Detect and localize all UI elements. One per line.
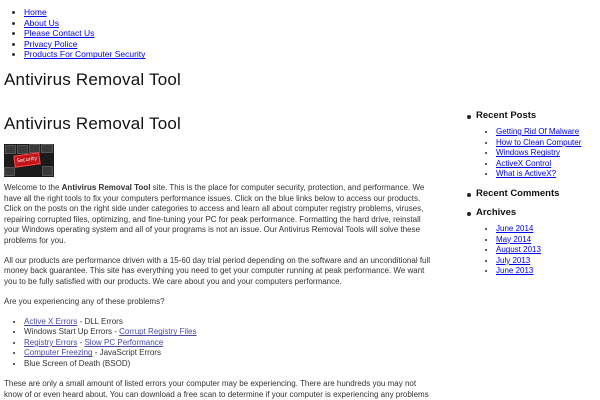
- archive-link[interactable]: August 2013: [496, 245, 541, 255]
- intro-bold-title: Antivirus Removal Tool: [61, 183, 151, 192]
- recent-posts-list: [476, 127, 596, 180]
- security-keyboard-image: [4, 144, 54, 177]
- recent-comments-widget: [466, 188, 596, 199]
- archive-link[interactable]: June 2014: [496, 223, 534, 233]
- keyboard-key: [4, 167, 15, 176]
- archive-item: [496, 245, 596, 256]
- top-navigation: [10, 7, 145, 60]
- error-item: [24, 348, 436, 359]
- archive-item: [496, 256, 596, 267]
- recent-post-item: [496, 159, 596, 170]
- error-item: [24, 338, 436, 349]
- recent-post-link[interactable]: What is ActiveX?: [496, 169, 557, 179]
- archives-widget: [466, 207, 596, 277]
- intro-prefix: Welcome to the: [4, 183, 62, 192]
- nav-link-privacy[interactable]: Privacy Police: [24, 38, 78, 49]
- nav-link-products[interactable]: Products For Computer Security: [24, 49, 146, 60]
- error-item: [24, 317, 436, 328]
- error-text: -: [77, 337, 85, 347]
- main-content: [4, 114, 436, 400]
- recent-posts-widget: [466, 110, 596, 180]
- recent-post-item: [496, 148, 596, 159]
- recent-comments-title: Recent Comments: [476, 187, 560, 199]
- nav-item-products: [24, 49, 145, 60]
- recent-post-item: [496, 127, 596, 138]
- archive-link[interactable]: May 2014: [496, 234, 532, 244]
- recent-posts-title: Recent Posts: [476, 110, 537, 121]
- error-text: - DLL Errors: [77, 316, 123, 326]
- recent-post-link[interactable]: ActiveX Control: [496, 158, 552, 168]
- archive-link[interactable]: July 2013: [496, 255, 531, 265]
- nav-link-contact[interactable]: Please Contact Us: [24, 28, 95, 39]
- recent-post-item: [496, 169, 596, 180]
- archive-item: [496, 224, 596, 235]
- archive-item: [496, 266, 596, 277]
- computer-freezing-link[interactable]: Computer Freezing: [24, 348, 93, 358]
- error-list: [4, 317, 436, 370]
- nav-link-home[interactable]: Home: [24, 7, 47, 17]
- keyboard-key: [42, 166, 53, 176]
- nav-item-contact: [24, 28, 145, 39]
- archives-list: [476, 224, 596, 277]
- keyboard-key: [5, 145, 16, 154]
- closing-paragraph: These are only a small amount of listed errors your computer may be experiencing. There are hundreds you may not know of or even heard about. You can download a free scan to determine if your computer is experiencing any problems: [4, 379, 429, 400]
- nav-item-home: [24, 7, 145, 18]
- security-key: Security: [13, 152, 40, 168]
- slow-pc-link[interactable]: Slow PC Performance: [84, 337, 164, 347]
- problems-question: Are you experiencing any of these problems?: [4, 297, 165, 307]
- nav-item-privacy: [24, 39, 145, 50]
- error-text: Windows Start Up Errors -: [24, 327, 120, 337]
- corrupt-registry-link[interactable]: Corrupt Registry Files: [119, 327, 197, 337]
- nav-link-about[interactable]: About Us: [24, 17, 59, 28]
- intro-rest: site. This is the place for computer security, protection, and performance. We have all the right tools to fix your computers performance issues. Click on the blue links below to access our products. Click on the posts on the right side under categories to access and learn all about computer registry problems, viruses, repairing corrupted files, optimizing, and fine-tuning your PC for peak performance. Formatting the hard drive, reinstall your Windows operating system and all of your programs is not an issue. Our Antivirus Removal Tools will solve these problems for you.: [4, 183, 425, 245]
- recent-post-item: [496, 138, 596, 149]
- sidebar: [466, 110, 596, 277]
- activex-errors-link[interactable]: Active X Errors: [24, 316, 78, 326]
- error-text: - JavaScript Errors: [92, 348, 161, 358]
- error-item: [24, 359, 436, 370]
- archive-link[interactable]: June 2013: [496, 266, 534, 276]
- recent-post-link[interactable]: How to Clean Computer: [496, 137, 582, 147]
- recent-post-link[interactable]: Getting Rid Of Malware: [496, 127, 580, 136]
- products-paragraph: All our products are performance driven with a 15-60 day trial period depending on the software and an unconditional full money back guarantee. This site has everything you need to get your computer running at peak performance. We want you to be fully satisfied with our products. We care about you and your computers performance.: [4, 255, 431, 286]
- post-title: Antivirus Removal Tool: [4, 114, 181, 133]
- keyboard-key: [41, 144, 53, 153]
- site-title: Antivirus Removal Tool: [4, 70, 181, 89]
- error-text: Blue Screen of Death (BSOD): [24, 358, 131, 368]
- recent-post-link[interactable]: Windows Registry: [496, 148, 561, 158]
- keyboard-key: [17, 145, 28, 154]
- archive-item: [496, 235, 596, 246]
- error-item: [24, 327, 436, 338]
- nav-item-about: [24, 18, 145, 29]
- archives-title: Archives: [476, 206, 517, 218]
- intro-paragraph: [4, 183, 436, 247]
- registry-errors-link[interactable]: Registry Errors: [24, 337, 78, 347]
